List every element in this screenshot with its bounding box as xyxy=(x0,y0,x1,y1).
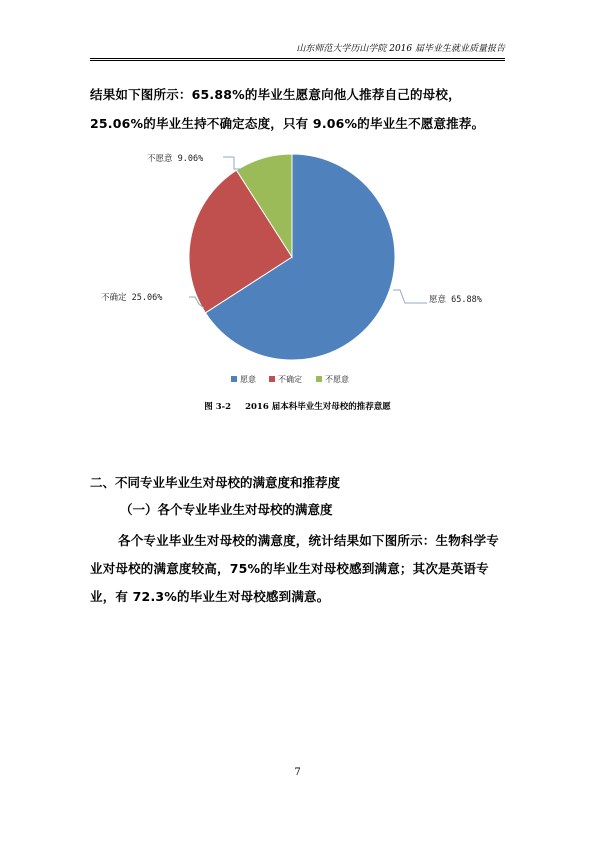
running-header: 山东师范大学历山学院 2016 届毕业生就业质量报告 xyxy=(296,44,505,54)
figure-title: 2016 届本科毕业生对母校的推荐意愿 xyxy=(245,402,391,412)
legend-label-willing: 愿意 xyxy=(240,375,256,384)
pie-slices xyxy=(189,154,395,360)
intro-line-1: 结果如下图所示：65.88%的毕业生愿意向他人推荐自己的母校， xyxy=(90,87,461,102)
legend-swatch-unsure xyxy=(269,376,275,382)
page-number: 7 xyxy=(294,767,301,778)
figure-caption xyxy=(0,400,595,412)
section-subheading: （一）各个专业毕业生对母校的满意度 xyxy=(120,502,333,517)
section-body-paragraph: 各个专业毕业生对母校的满意度，统计结果如下图所示：生物科学专业对母校的满意度较高，75%的毕业生对母校感到满意；其次是英语专业，有 72.3%的毕业生对母校感到满意。 xyxy=(90,533,500,604)
header-rule xyxy=(90,58,505,61)
legend-swatch-unwilling xyxy=(316,376,322,382)
chart-legend xyxy=(231,374,349,384)
legend-label-unwilling: 不愿意 xyxy=(325,375,349,384)
legend-label-unsure: 不确定 xyxy=(278,375,302,384)
section-heading: 二、不同专业毕业生对母校的满意度和推荐度 xyxy=(90,475,341,490)
data-label-unsure: 不确定 25.06% xyxy=(101,293,163,303)
intro-paragraph xyxy=(90,80,508,138)
recommendation-pie-chart xyxy=(95,145,495,390)
data-label-unwilling: 不愿意 9.06% xyxy=(147,154,204,164)
intro-line-2: 25.06%的毕业生持不确定态度，只有 9.06%的毕业生不愿意推荐。 xyxy=(90,116,485,131)
figure-number: 图 3-2 xyxy=(204,402,232,412)
leader-line-unwilling xyxy=(223,157,243,169)
legend-swatch-willing xyxy=(231,376,237,382)
leader-line-willing xyxy=(393,290,427,303)
data-label-willing: 愿意 65.88% xyxy=(429,295,482,305)
